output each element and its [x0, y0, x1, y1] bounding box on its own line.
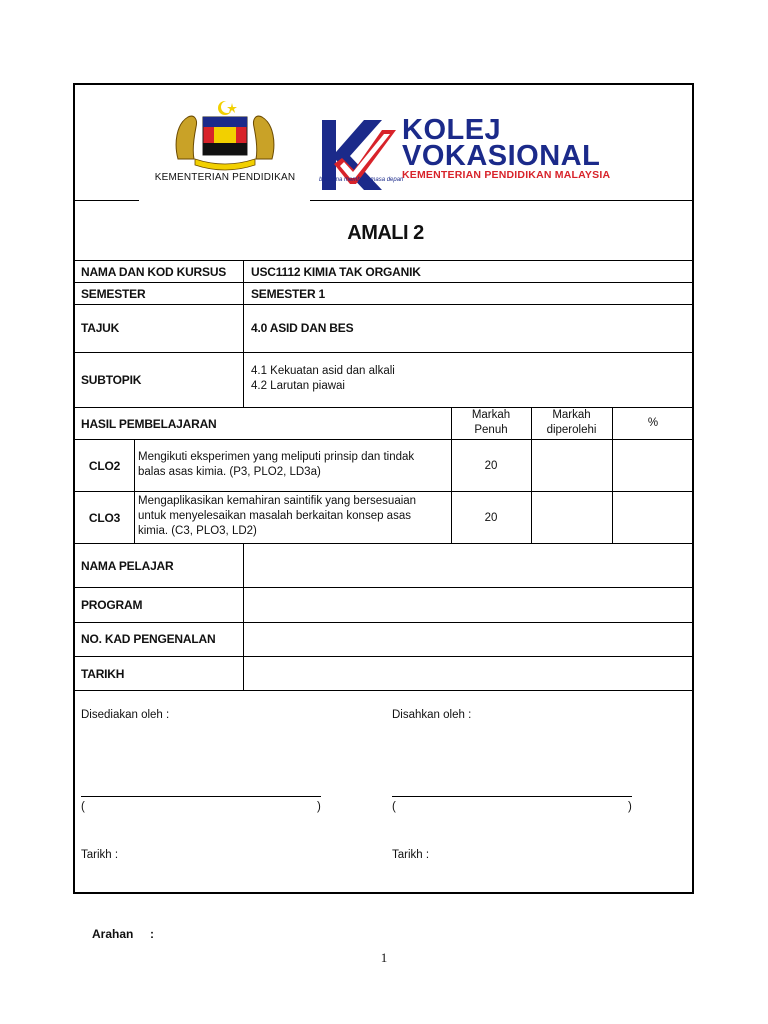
clo-full-marks: 20	[484, 512, 498, 524]
clo-code: CLO3	[88, 511, 121, 525]
clo-full-marks: 20	[484, 460, 498, 472]
row-divider	[75, 352, 694, 353]
signature-line-left	[81, 796, 321, 797]
subtopic-item: 4.1 Kekuatan asid dan alkali	[251, 365, 395, 377]
student-name-field[interactable]	[245, 545, 694, 586]
outcomes-header-label: HASIL PEMBELAJARAN	[81, 417, 217, 431]
ic-number-label: NO. KAD PENGENALAN	[81, 632, 216, 646]
col-full-line1: Markah	[471, 409, 511, 421]
form-frame	[73, 83, 694, 894]
col-divider	[134, 439, 135, 543]
name-paren-open: (	[392, 801, 396, 813]
header-divider-right	[310, 200, 694, 201]
col-full-marks	[451, 408, 531, 438]
program-label: PROGRAM	[81, 598, 143, 612]
row-divider	[75, 260, 694, 261]
prepared-by-label: Disediakan oleh :	[81, 709, 170, 721]
col-marks-obtained	[531, 408, 612, 438]
semester-value: SEMESTER 1	[251, 287, 326, 301]
subtopic-item: 4.2 Larutan piawai	[251, 380, 345, 392]
name-paren-close: )	[317, 801, 321, 813]
col-divider	[243, 543, 244, 690]
clo-code: CLO2	[88, 459, 121, 473]
program-field[interactable]	[245, 589, 694, 621]
row-divider	[75, 690, 694, 691]
clo-desc-line: balas asas kimia. (P3, PLO2, LD3a)	[138, 466, 321, 478]
brand-line1: KOLEJ	[402, 114, 502, 146]
date-field[interactable]	[245, 658, 694, 689]
topic-label: TAJUK	[81, 321, 120, 335]
row-divider	[75, 439, 694, 440]
ministry-label: KEMENTERIAN PENDIDIKAN	[154, 172, 296, 183]
page-title: AMALI 2	[347, 222, 424, 244]
clo-desc-line: kimia. (C3, PLO3, LD2)	[138, 525, 257, 537]
clo-desc-line: Mengaplikasikan kemahiran saintifik yang bersesuaian	[138, 495, 417, 507]
row-divider	[75, 656, 694, 657]
sign-date-label: Tarikh :	[392, 849, 430, 861]
clo-desc-line: Mengikuti eksperimen yang meliputi prinsip dan tindak	[138, 451, 415, 463]
date-label: TARIKH	[81, 667, 125, 681]
row-divider	[75, 282, 694, 283]
row-divider	[75, 304, 694, 305]
row-divider	[75, 543, 694, 544]
brand-tagline: bersama membina masa depan	[319, 177, 404, 183]
page-number: 1	[380, 950, 388, 965]
brand-line2: VOKASIONAL	[402, 140, 601, 172]
header-divider-left	[75, 200, 139, 201]
name-paren-close: )	[628, 801, 632, 813]
course-name-value: USC1112 KIMIA TAK ORGANIK	[251, 265, 421, 279]
col-got-line2: diperolehi	[546, 424, 597, 436]
topic-value: 4.0 ASID DAN BES	[251, 321, 354, 335]
coat-of-arms-logo	[170, 99, 280, 171]
student-name-label: NAMA PELAJAR	[81, 559, 174, 573]
ic-number-field[interactable]	[245, 624, 694, 655]
col-divider	[243, 260, 244, 407]
name-paren-open: (	[81, 801, 85, 813]
instructions-label: Arahan :	[92, 927, 155, 941]
row-divider	[75, 587, 694, 588]
approved-by-label: Disahkan oleh :	[392, 709, 472, 721]
col-got-line1: Markah	[552, 409, 591, 421]
row-divider	[75, 491, 694, 492]
row-divider	[75, 622, 694, 623]
col-percent: %	[647, 417, 659, 429]
semester-label: SEMESTER	[81, 287, 146, 301]
signature-line-right	[392, 796, 632, 797]
clo-description	[138, 494, 448, 539]
course-name-label: NAMA DAN KOD KURSUS	[81, 265, 227, 279]
clo-description	[138, 450, 448, 480]
clo-desc-line: untuk menyelesaikan masalah berkaitan konsep asas	[138, 510, 411, 522]
brand-subtitle: KEMENTERIAN PENDIDIKAN MALAYSIA	[402, 169, 611, 181]
sign-date-label: Tarikh :	[81, 849, 119, 861]
subtopic-label: SUBTOPIK	[81, 373, 142, 387]
col-full-line2: Penuh	[474, 424, 508, 436]
